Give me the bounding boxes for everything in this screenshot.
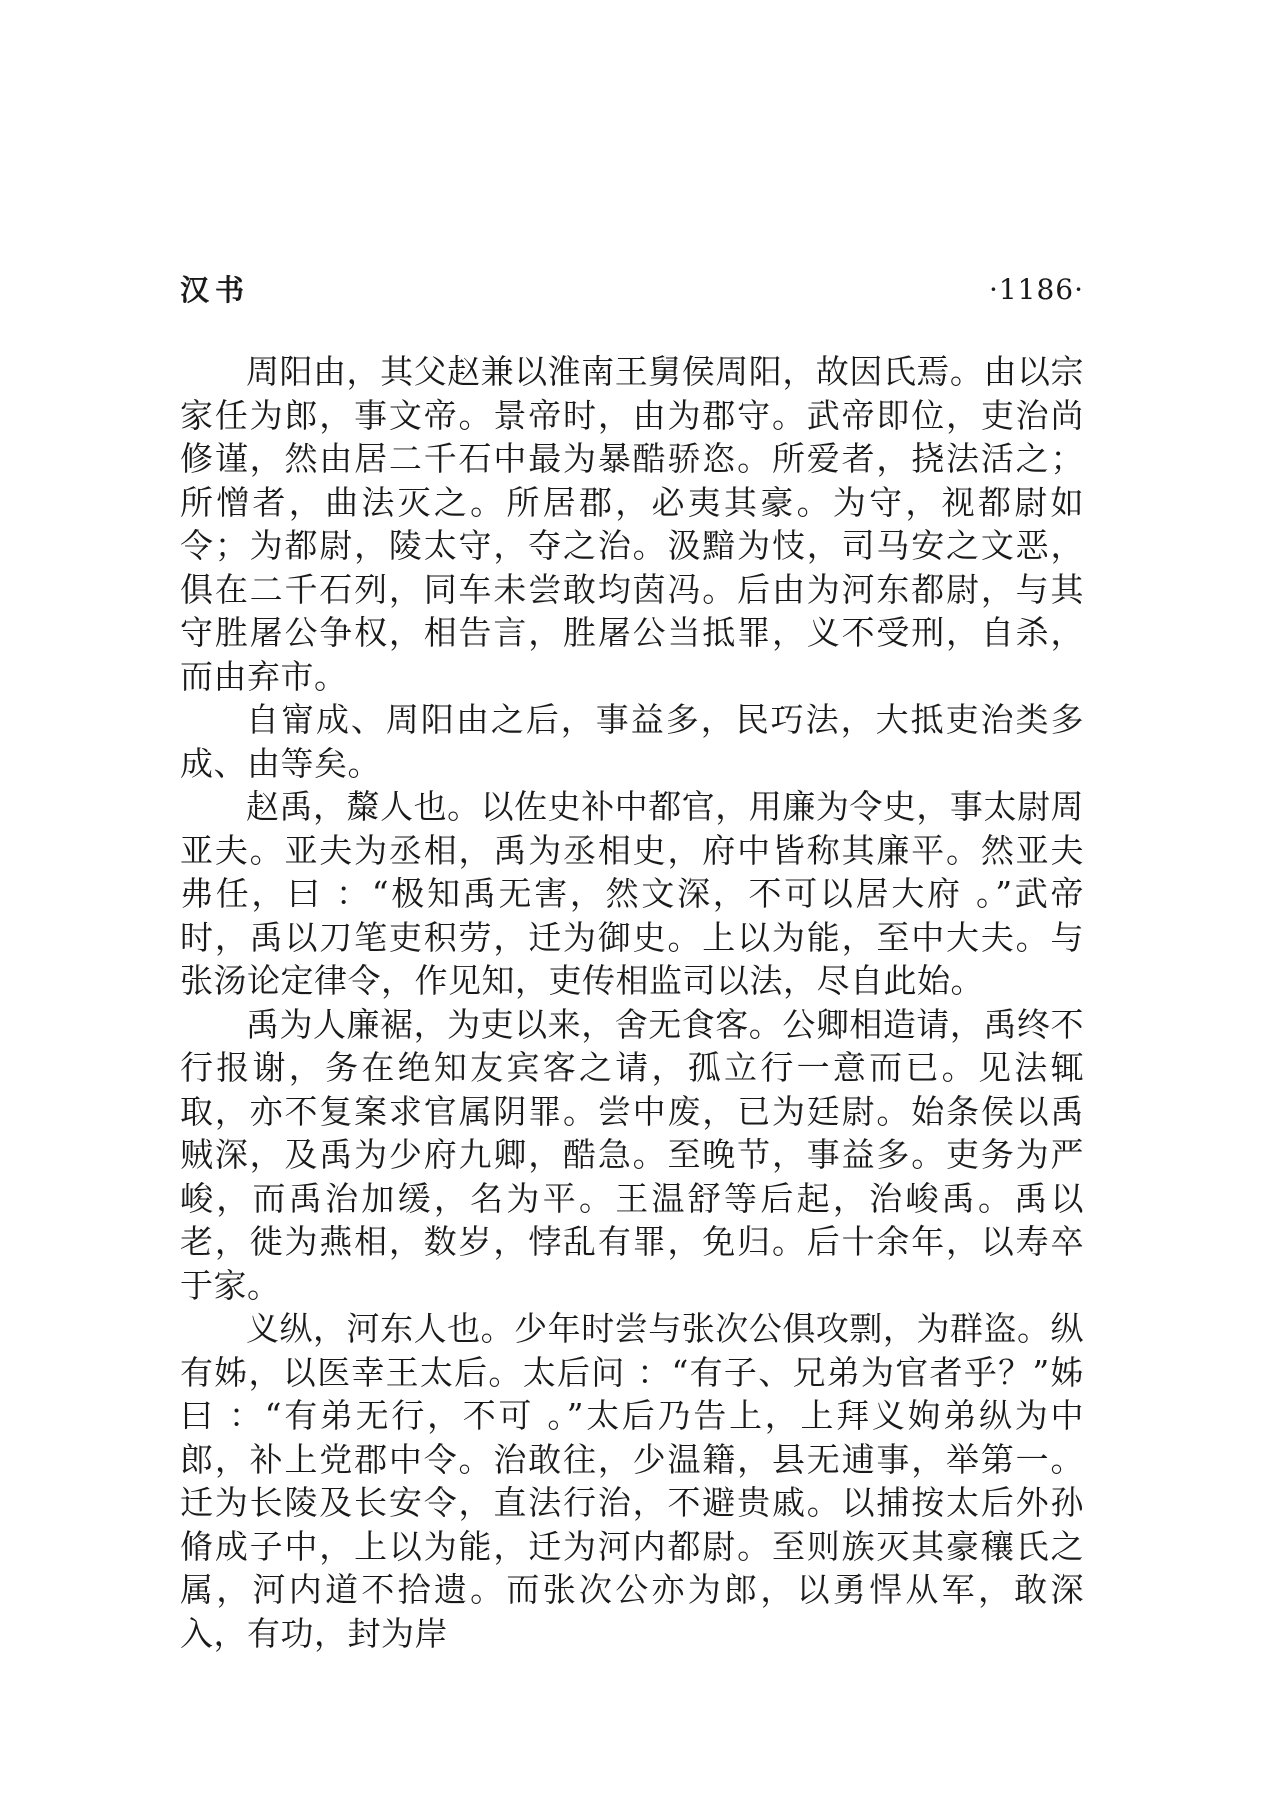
page-number: ·1186·	[988, 273, 1084, 306]
paragraph: 禹为人廉裾，为吏以来，舍无食客。公卿相造请，禹终不行报谢，务在绝知友宾客之请，孤立行一意而已。见法辄取，亦不复案求官属阴罪。尝中废，已为廷尉。始条侯以禹贼深，及禹为少府九卿，酷急。至晚节，事益多。吏务为严峻，而禹治加缓，名为平。王温舒等后起，治峻禹。禹以老，徙为燕相，数岁，悖乱有罪，免归。后十余年，以寿卒于家。	[180, 1004, 1084, 1305]
paragraph: 自甯成、周阳由之后，事益多，民巧法，大抵吏治类多成、由等矣。	[180, 700, 1084, 783]
paragraph: 周阳由，其父赵兼以淮南王舅侯周阳，故因氏焉。由以宗家任为郎，事文帝。景帝时，由为郡守。武帝即位，吏治尚修谨，然由居二千石中最为暴酷骄恣。所爱者，挠法活之；所憎者，曲法灭之。所居郡，必夷其豪。为守，视都尉如令；为都尉，陵太守，夺之治。汲黯为忮，司马安之文恶，俱在二千石列，同车未尝敢均茵冯。后由为河东都尉，与其守胜屠公争权，相告言，胜屠公当抵罪，义不受刑，自杀，而由弃市。	[180, 352, 1084, 696]
book-title: 汉书	[180, 273, 251, 307]
paragraph: 义纵，河东人也。少年时尝与张次公俱攻剽，为群盗。纵有姊，以医幸王太后。太后问 ：“有子、兄弟为官者乎？”姊曰 ：“有弟无行，不可 。”太后乃告上，上拜义姁弟纵为中郎，补上党郡中令。治敢往，少温籍，县无逋事，举第一。迁为长陵及长安令，直法行治，不避贵戚。以捕按太后外孙脩成子中，上以为能，迁为河内都尉。至则族灭其豪穰氏之属，河内道不拾遗。而张次公亦为郎，以勇悍从军，敢深入，有功，封为岸	[180, 1309, 1084, 1653]
body-text	[180, 350, 1084, 1655]
paragraph: 赵禹，斄人也。以佐史补中都官，用廉为令史，事太尉周亚夫。亚夫为丞相，禹为丞相史，府中皆称其廉平。然亚夫弗任，曰 ：“极知禹无害，然文深，不可以居大府 。”武帝时，禹以刀笔吏积劳，迁为御史。上以为能，至中大夫。与张汤论定律令，作见知，吏传相监司以法，尽自此始。	[180, 787, 1084, 1000]
page-header	[180, 268, 1084, 312]
